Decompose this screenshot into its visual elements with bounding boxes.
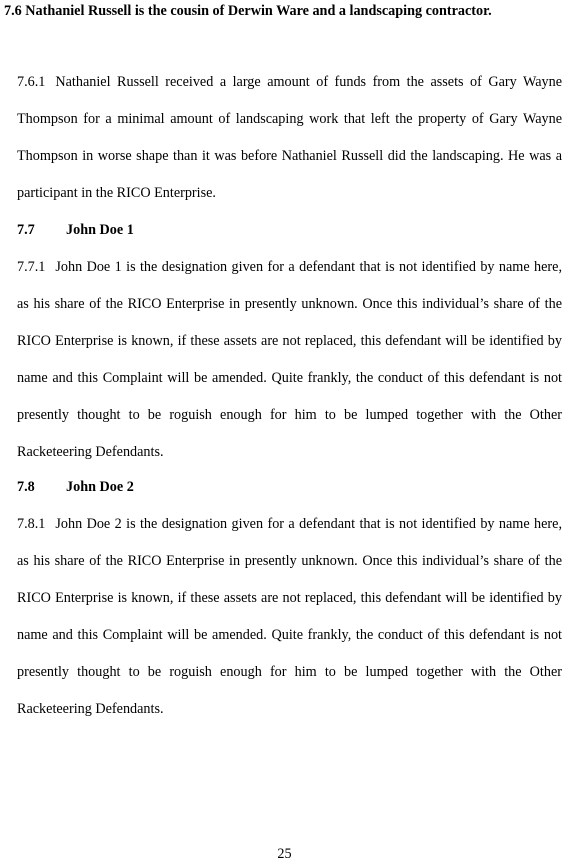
paragraph-text: Nathaniel Russell received a large amount of funds from the assets of Gary Wayne Thompson for a minimal amount of landscaping work that left the property of Gary Wayne Thompson in worse shape than it was before Nathaniel Russell did the landscaping. He was a participant in the RICO Enterprise.: [17, 74, 562, 201]
section-7-7-heading: [17, 212, 134, 249]
paragraph-number: 7.8.1: [17, 516, 46, 532]
paragraph-text: John Doe 1 is the designation given for a defendant that is not identified by name here, as his share of the RICO Enterprise in presently unknown. Once this individual’s share of the RICO Enterprise is known, if these assets are not replaced, this defendant will be identified by name and this Complaint will be amended. Quite frankly, the conduct of this defendant is not presently thought to be roguish enough for him to be lumped together with the Other Racketeering Defendants.: [17, 259, 562, 460]
section-number: 7.7: [17, 222, 35, 238]
page-number: 25: [277, 846, 292, 862]
section-7-6-heading: 7.6 Nathaniel Russell is the cousin of Derwin Ware and a landscaping contractor.: [4, 3, 492, 19]
paragraph-7-6-1: [17, 64, 562, 212]
paragraph-7-7-1: [17, 249, 562, 471]
section-7-8-heading: [17, 469, 134, 506]
section-number: 7.8: [17, 479, 35, 495]
paragraph-7-8-1: [17, 506, 562, 728]
section-title: John Doe 2: [66, 479, 134, 495]
paragraph-number: 7.7.1: [17, 259, 46, 275]
section-title: John Doe 1: [66, 222, 134, 238]
paragraph-number: 7.6.1: [17, 74, 46, 90]
paragraph-text: John Doe 2 is the designation given for a defendant that is not identified by name here, as his share of the RICO Enterprise in presently unknown. Once this individual’s share of the RICO Enterprise is known, if these assets are not replaced, this defendant will be identified by name and this Complaint will be amended. Quite frankly, the conduct of this defendant is not presently thought to be roguish enough for him to be lumped together with the Other Racketeering Defendants.: [17, 516, 562, 717]
